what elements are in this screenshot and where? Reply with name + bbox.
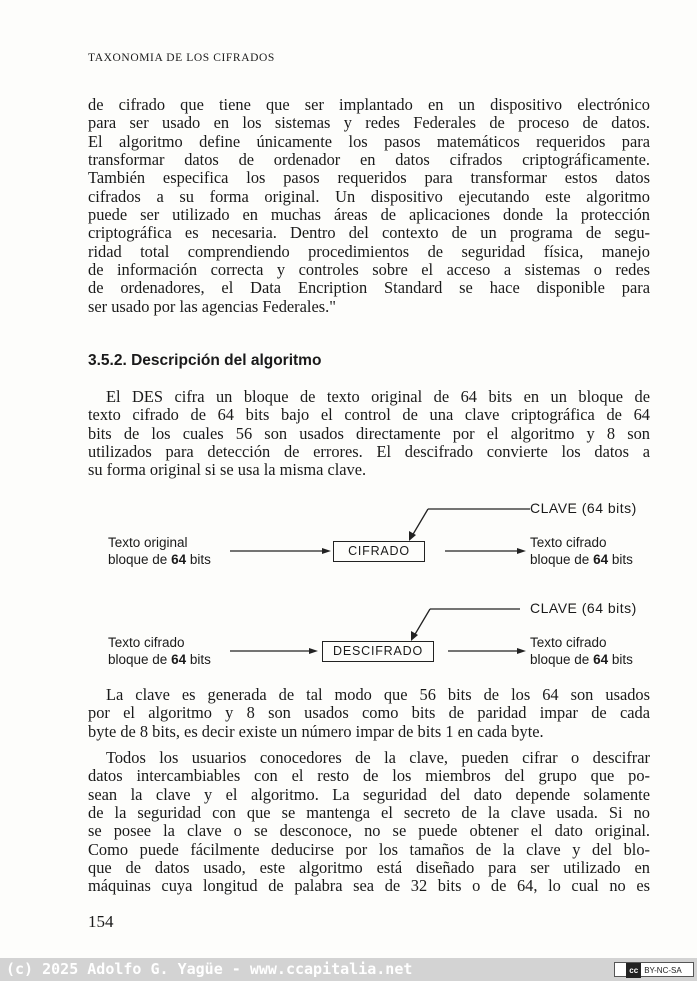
- text-line: por el algoritmo y 8 son usados como bits de paridad impar de cada: [88, 703, 650, 723]
- running-header: TAXONOMIA DE LOS CIFRADOS: [88, 52, 275, 64]
- text-line: transformar datos de ordenador en datos cifrados criptográficamente.: [88, 150, 650, 170]
- text-line: su forma original si se usa la misma clave.: [88, 460, 367, 480]
- text-line: ser usado por las agencias Federales.": [88, 296, 336, 316]
- cipher-key-word: CLAVE: [530, 500, 578, 516]
- cipher-output-label: [530, 534, 633, 568]
- text-line: sean la clave y el algoritmo. La seguridad del dato depende solamente: [88, 784, 650, 804]
- text-line: datos intercambiables con el resto de los miembros del grupo que po-: [88, 766, 650, 786]
- decipher-box: DESCIFRADO: [322, 641, 434, 662]
- decipher-output-label: [530, 634, 633, 668]
- decipher-key-label: [530, 600, 637, 616]
- decipher-input-line1: Texto cifrado: [108, 635, 185, 650]
- decipher-output-line1: Texto cifrado: [530, 635, 607, 650]
- page-number: 154: [88, 912, 114, 931]
- text-line: La clave es generada de tal modo que 56 bits de los 64 son usados: [106, 685, 650, 704]
- text-line: texto cifrado de 64 bits bajo el control de una clave criptográfica de 64: [88, 405, 650, 425]
- text-line: Todos los usuarios conocedores de la clave, pueden cifrar o descifrar: [106, 748, 650, 767]
- cipher-key-label: [530, 500, 637, 516]
- cc-license-badge: [614, 962, 694, 977]
- decipher-key-arrowhead: [411, 631, 418, 641]
- decipher-output-arrowhead: [517, 648, 526, 654]
- decipher-input-arrowhead: [309, 648, 318, 654]
- text-line: se posee la clave o se desconoce, no se puede obtener el dato original.: [88, 821, 650, 841]
- text-line: ridad total comprendiendo procedimientos de seguridad física, manejo: [88, 241, 650, 261]
- text-line: de ordenadores, el Data Encription Standard se hace disponible para: [88, 278, 650, 298]
- text-line: de cifrado que tiene que ser implantado en un dispositivo electrónico: [88, 95, 650, 114]
- decipher-key-bits: (64 bits): [581, 600, 637, 616]
- cipher-key-arrow-line: [412, 509, 428, 536]
- text-line: El algoritmo define únicamente los pasos matemáticos requeridos para: [88, 131, 650, 151]
- cc-icon: cc: [626, 963, 641, 978]
- footer-bar: [0, 958, 697, 981]
- text-line: para ser usado en los sistemas y redes Federales de proceso de datos.: [88, 113, 650, 133]
- text-line: byte de 8 bits, es decir existe un número impar de bits 1 en cada byte.: [88, 721, 544, 741]
- cc-license-text: BY-NC-SA: [644, 966, 682, 975]
- text-line: También especifica los pasos requeridos para transformar estos datos: [88, 168, 650, 188]
- cipher-key-bits: (64 bits): [581, 500, 637, 516]
- text-line: utilizados para detección de errores. El descifrado convierte los datos a: [88, 442, 650, 462]
- text-line: cifrados a su forma original. Un dispositivo ejecutando este algoritmo: [88, 186, 650, 206]
- text-line: que de datos usado, este algoritmo está diseñado para ser utilizado en: [88, 858, 650, 878]
- cipher-output-line1: Texto cifrado: [530, 535, 607, 550]
- text-line: máquinas cuya longitud de palabra sea de 32 bits o de 64, lo cual no es: [88, 876, 650, 896]
- paragraph-key-parity: [88, 686, 650, 741]
- text-line: de información correcta y controles sobre el acceso a sistemas o redes: [88, 260, 650, 280]
- decipher-output-line2: bloque de 64 bits: [530, 652, 633, 667]
- decipher-key-word: CLAVE: [530, 600, 578, 616]
- decipher-input-line2: bloque de 64 bits: [108, 652, 211, 667]
- footer-credit: (c) 2025 Adolfo G. Yagüe - www.ccapitalia.net: [6, 960, 413, 978]
- cipher-box: CIFRADO: [333, 541, 425, 562]
- decipher-input-label: [108, 634, 211, 668]
- text-line: puede ser utilizado en muchas áreas de aplicaciones donde la protección: [88, 205, 650, 225]
- cipher-input-label: [108, 534, 211, 568]
- cipher-key-arrowhead: [409, 531, 416, 541]
- text-line: bits de los cuales 56 son usados directamente por el algoritmo y 8 son: [88, 423, 650, 443]
- text-line: de la seguridad con que se mantenga el secreto de la clave usada. Si no: [88, 803, 650, 823]
- decipher-key-arrow-line: [414, 609, 430, 636]
- text-line: criptográfica es necesaria. Dentro del contexto de un programa de segu-: [88, 223, 650, 243]
- cipher-output-arrowhead: [517, 548, 526, 554]
- text-line: El DES cifra un bloque de texto original de 64 bits en un bloque de: [106, 387, 650, 406]
- cipher-input-line1: Texto original: [108, 535, 188, 550]
- paragraph-key-security: [88, 749, 650, 896]
- cipher-output-line2: bloque de 64 bits: [530, 552, 633, 567]
- text-line: Como puede fácilmente deducirse por los tamaños de la clave y del blo-: [88, 839, 650, 859]
- cipher-input-line2: bloque de 64 bits: [108, 552, 211, 567]
- cipher-input-arrowhead: [322, 548, 331, 554]
- section-heading: 3.5.2. Descripción del algoritmo: [88, 352, 322, 369]
